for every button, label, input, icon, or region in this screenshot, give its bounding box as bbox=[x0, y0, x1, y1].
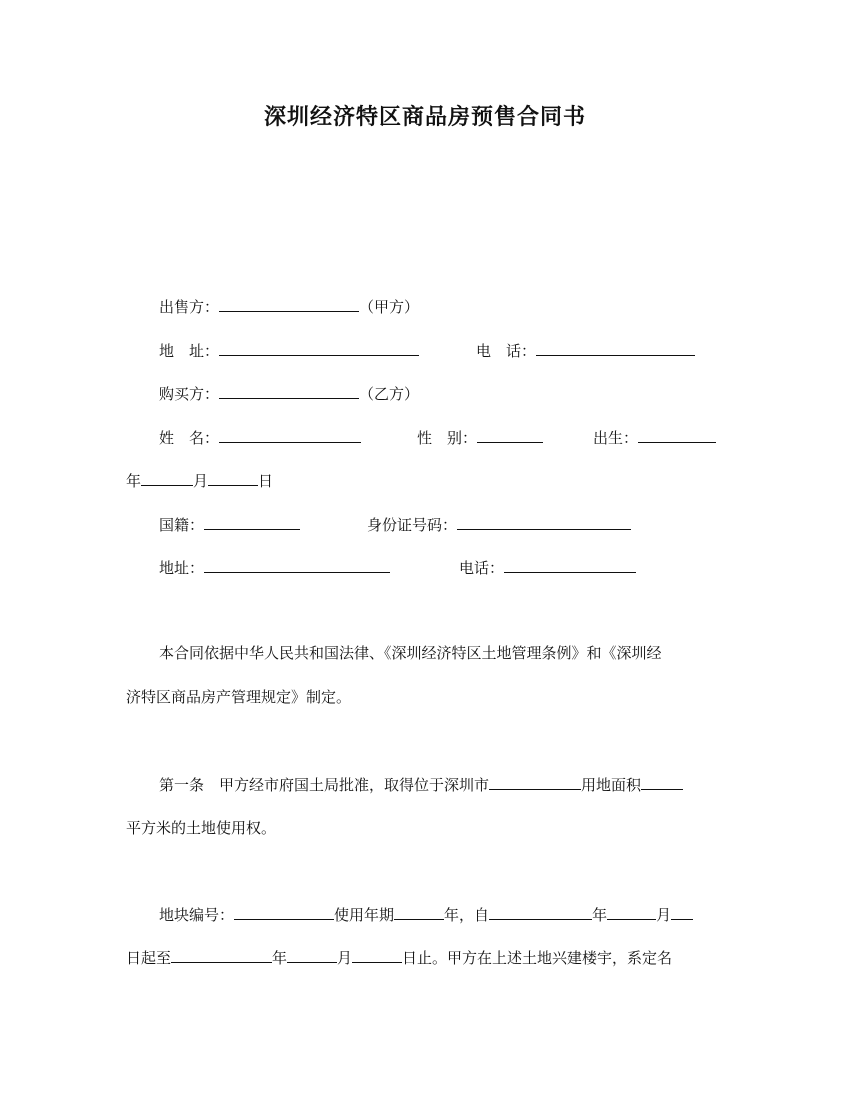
buyer-birth-blank[interactable] bbox=[638, 427, 716, 443]
birth-date-line bbox=[126, 470, 273, 491]
article1-location-blank[interactable] bbox=[489, 774, 581, 790]
buyer-birth-label: 出生： bbox=[593, 429, 639, 447]
plot-from-label: ，自 bbox=[459, 906, 490, 924]
plot-number-label: 地块编号： bbox=[159, 906, 235, 924]
basis-line-1: 本合同依据中华人民共和国法律、《深圳经济特区土地管理条例》和《深圳经 bbox=[159, 644, 662, 662]
plot-term-blank[interactable] bbox=[394, 904, 444, 920]
buyer-blank[interactable] bbox=[219, 383, 359, 399]
birth-year-label: 年 bbox=[126, 472, 142, 490]
buyer-line bbox=[159, 383, 419, 404]
article1-prefix: 第一条 甲方经市府国土局批准，取得位于深圳市 bbox=[159, 776, 490, 794]
nationality-label: 国籍： bbox=[159, 516, 205, 534]
id-number-line bbox=[367, 514, 631, 535]
buyer-gender-blank[interactable] bbox=[477, 427, 543, 443]
seller-phone-label: 电 话： bbox=[476, 342, 537, 360]
plot-number-blank[interactable] bbox=[234, 904, 334, 920]
seller-suffix: （甲方） bbox=[359, 298, 420, 316]
buyer-birth-line bbox=[593, 427, 716, 448]
plot-term-label: 使用年期 bbox=[334, 906, 395, 924]
buyer-phone-blank[interactable] bbox=[504, 557, 636, 573]
plot-end-month-label: 月 bbox=[337, 949, 353, 967]
buyer-gender-label: 性 别： bbox=[417, 429, 478, 447]
plot-until-text: 日止。甲方在上述土地兴建楼宇，系定名 bbox=[402, 949, 673, 967]
plot-end-year-label: 年 bbox=[272, 949, 288, 967]
buyer-name-label: 姓 名： bbox=[159, 429, 220, 447]
plot-day-start-label: 日起至 bbox=[126, 949, 172, 967]
plot-start-month-blank[interactable] bbox=[607, 904, 656, 920]
buyer-phone-label: 电话： bbox=[459, 559, 505, 577]
birth-month-blank[interactable] bbox=[141, 470, 193, 486]
plot-term-year-label: 年 bbox=[444, 906, 460, 924]
buyer-name-blank[interactable] bbox=[219, 427, 361, 443]
nationality-blank[interactable] bbox=[204, 514, 300, 530]
plot-start-day-blank[interactable] bbox=[671, 904, 693, 920]
article1-area-blank[interactable] bbox=[641, 774, 683, 790]
plot-start-year-label: 年 bbox=[592, 906, 608, 924]
article1-area-label: 用地面积 bbox=[581, 776, 642, 794]
seller-address-blank[interactable] bbox=[219, 340, 419, 356]
buyer-address-line bbox=[159, 557, 390, 578]
buyer-phone-line bbox=[459, 557, 636, 578]
buyer-address-blank[interactable] bbox=[204, 557, 390, 573]
plot-end-year-blank[interactable] bbox=[171, 947, 272, 963]
article1-line-2: 平方米的土地使用权。 bbox=[126, 819, 277, 837]
buyer-label: 购买方： bbox=[159, 385, 220, 403]
nationality-line bbox=[159, 514, 300, 535]
plot-start-year-blank[interactable] bbox=[489, 904, 592, 920]
seller-line bbox=[159, 296, 419, 317]
buyer-name-line bbox=[159, 427, 361, 448]
buyer-gender-line bbox=[417, 427, 543, 448]
plot-start-month-label: 月 bbox=[656, 906, 672, 924]
plot-end-month-blank[interactable] bbox=[287, 947, 337, 963]
seller-address-label: 地 址： bbox=[159, 342, 220, 360]
plot-line-2 bbox=[126, 947, 672, 968]
buyer-suffix: （乙方） bbox=[359, 385, 420, 403]
basis-line-2: 济特区商品房产管理规定》制定。 bbox=[126, 688, 352, 706]
id-number-label: 身份证号码： bbox=[367, 516, 458, 534]
seller-label: 出售方： bbox=[159, 298, 220, 316]
plot-line-1 bbox=[159, 904, 693, 925]
id-number-blank[interactable] bbox=[457, 514, 631, 530]
seller-blank[interactable] bbox=[219, 296, 359, 312]
birth-day-label: 日 bbox=[258, 472, 274, 490]
buyer-address-label: 地址： bbox=[159, 559, 205, 577]
seller-address-line bbox=[159, 340, 419, 361]
seller-phone-line bbox=[476, 340, 695, 361]
birth-day-blank[interactable] bbox=[208, 470, 258, 486]
birth-month-label: 月 bbox=[193, 472, 209, 490]
seller-phone-blank[interactable] bbox=[536, 340, 695, 356]
plot-end-day-blank[interactable] bbox=[352, 947, 402, 963]
document-title: 深圳经济特区商品房预售合同书 bbox=[263, 104, 586, 130]
article1-line-1 bbox=[159, 774, 683, 795]
